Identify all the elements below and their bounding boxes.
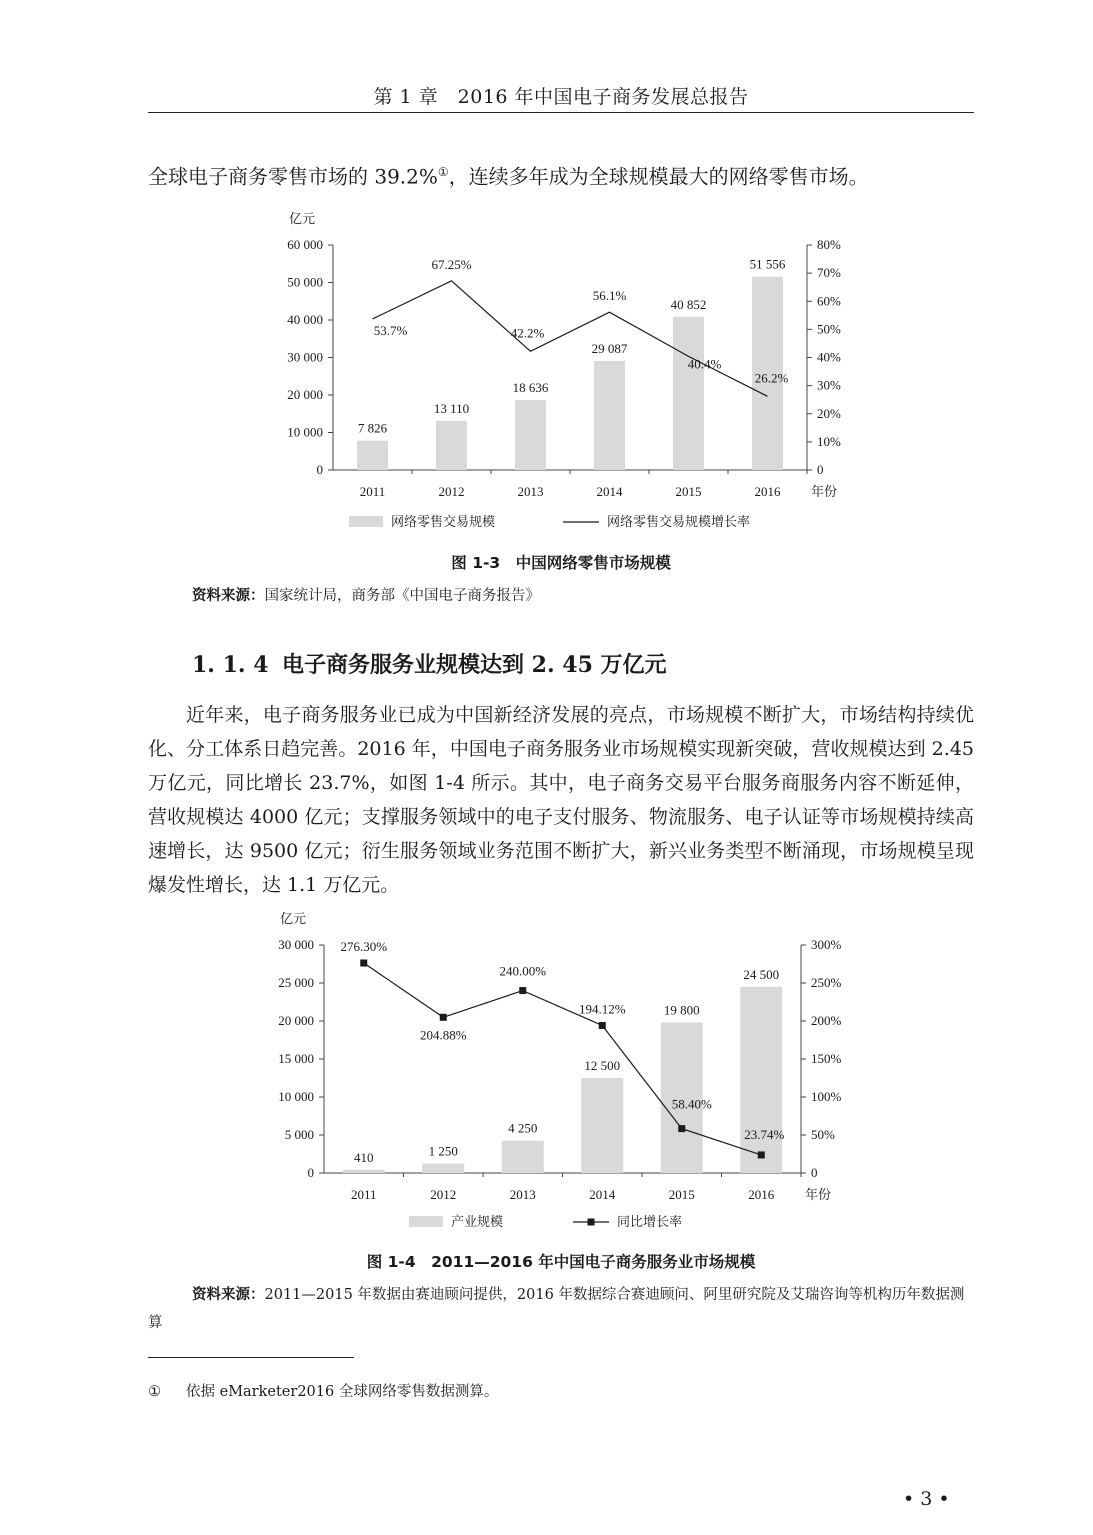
intro-text-after: ，连续多年成为全球规模最大的网络零售市场。 bbox=[448, 164, 869, 189]
x-tick-label: 2016 bbox=[748, 1187, 775, 1202]
section-heading bbox=[192, 648, 667, 679]
y-right-tick-label: 80% bbox=[817, 237, 841, 252]
y-left-tick-label: 5 000 bbox=[284, 1127, 314, 1142]
y-right-tick-label: 40% bbox=[817, 349, 841, 365]
line-value-label: 58.40% bbox=[671, 1096, 712, 1112]
figure-1-3-source bbox=[192, 583, 974, 609]
source-text: 2011—2015 年数据由赛迪顾问提供，2016 年数据综合赛迪顾问、阿里研究院及艾瑞咨询等机构历年数据测算 bbox=[148, 1287, 965, 1331]
retail-market-chart-svg bbox=[255, 200, 855, 540]
y-left-unit: 亿元 bbox=[289, 211, 316, 226]
figure-1-3-caption: 图 1-3 中国网络零售市场规模 bbox=[451, 554, 671, 572]
x-tick-label: 2012 bbox=[438, 484, 465, 499]
line-value-label: 26.2% bbox=[754, 370, 789, 386]
retail-market-chart bbox=[255, 200, 855, 540]
legend-line-label: 网络零售交易规模增长率 bbox=[607, 514, 751, 529]
bar-value-label: 1 250 bbox=[428, 1143, 458, 1159]
ecommerce-service-chart-svg bbox=[255, 905, 855, 1235]
section-title: 电子商务服务业规模达到 2. 45 万亿元 bbox=[282, 652, 667, 678]
y-right-tick-label: 60% bbox=[817, 293, 841, 309]
y-right-tick-label: 10% bbox=[817, 433, 841, 449]
y-left-tick-label: 40 000 bbox=[287, 312, 323, 327]
line-point bbox=[758, 1151, 765, 1158]
bar-value-label: 40 852 bbox=[670, 296, 707, 312]
bar-value-label: 13 110 bbox=[433, 400, 470, 416]
x-tick-label: 2013 bbox=[509, 1187, 536, 1202]
bar bbox=[343, 1170, 385, 1173]
bar bbox=[436, 421, 467, 470]
running-header: 第 1 章 2016 年中国电子商务发展总报告 bbox=[373, 86, 749, 108]
y-left-tick-label: 30 000 bbox=[287, 349, 323, 365]
bar-value-label: 19 800 bbox=[663, 1002, 700, 1018]
line-value-label: 40.4% bbox=[687, 356, 722, 372]
bar-value-label: 7 826 bbox=[357, 420, 388, 436]
x-tick-label: 2014 bbox=[596, 484, 623, 499]
y-left-tick-label: 25 000 bbox=[278, 975, 314, 990]
bar-value-label: 51 556 bbox=[749, 256, 786, 272]
y-left-tick-label: 60 000 bbox=[287, 237, 323, 252]
intro-text: 全球电子商务零售市场的 39.2% bbox=[148, 164, 438, 189]
footnote-ref[interactable]: ① bbox=[437, 165, 449, 179]
legend-bar-swatch bbox=[349, 516, 383, 527]
legend-line-label: 同比增长率 bbox=[617, 1214, 683, 1229]
bar-value-label: 410 bbox=[354, 1149, 374, 1165]
footnote-rule bbox=[148, 1357, 354, 1358]
bar bbox=[581, 1078, 623, 1173]
x-tick-label: 2015 bbox=[668, 1187, 695, 1202]
intro-line bbox=[148, 158, 974, 191]
body-paragraph: 近年来，电子商务服务业已成为中国新经济发展的亮点，市场规模不断扩大，市场结构持续优化、分工体系日趋完善。2016 年，中国电子商务服务业市场规模实现新突破，营收规模达到 2.45 万亿元，同比增长 23.7%，如图 1-4 所示。其中，电子商务交易平台服务商服务内容不断延伸，营收规模达 4000 亿元；支撑服务领域中的电子支付服务、物流服务、电子认证等市场规模持续高速增长，达 9500 亿元；衍生服务领域业务范围不断扩大，新兴业务类型不断涌现，市场规模呈现爆发性增长，达 1.1 万亿元。 bbox=[148, 704, 974, 896]
line-point bbox=[678, 1125, 685, 1132]
y-left-tick-label: 10 000 bbox=[287, 424, 323, 440]
y-right-tick-label: 0 bbox=[811, 1165, 818, 1180]
line-point bbox=[599, 1022, 606, 1029]
bar bbox=[422, 1164, 464, 1174]
line-value-label: 276.30% bbox=[340, 939, 388, 955]
legend-bar-label: 产业规模 bbox=[451, 1214, 504, 1229]
y-left-tick-label: 50 000 bbox=[287, 274, 323, 290]
page-number: • 3 • bbox=[903, 1488, 950, 1510]
bar-value-label: 24 500 bbox=[743, 966, 780, 982]
bar-value-label: 18 636 bbox=[512, 380, 549, 396]
line-value-label: 204.88% bbox=[419, 1027, 467, 1043]
header-rule bbox=[148, 112, 974, 113]
bar bbox=[740, 987, 785, 1173]
line-value-label: 56.1% bbox=[592, 288, 627, 304]
x-axis-unit: 年份 bbox=[805, 1187, 832, 1202]
footnote-text: 依据 eMarketer2016 全球网络零售数据测算。 bbox=[186, 1384, 499, 1400]
y-left-tick-label: 20 000 bbox=[278, 1013, 314, 1028]
line-point bbox=[440, 1014, 447, 1021]
y-left-tick-label: 0 bbox=[316, 462, 323, 477]
bar-value-label: 4 250 bbox=[508, 1120, 538, 1136]
x-tick-label: 2014 bbox=[589, 1187, 616, 1202]
y-left-tick-label: 30 000 bbox=[278, 937, 314, 952]
x-tick-label: 2015 bbox=[675, 484, 702, 499]
x-axis-unit: 年份 bbox=[811, 484, 838, 499]
growth-line bbox=[373, 281, 768, 396]
bar bbox=[357, 441, 388, 470]
footnote bbox=[148, 1380, 498, 1401]
x-tick-label: 2016 bbox=[754, 484, 781, 499]
source-label: 资料来源： bbox=[192, 1287, 265, 1303]
y-right-tick-label: 20% bbox=[817, 405, 841, 421]
line-point bbox=[519, 987, 526, 994]
line-value-label: 42.2% bbox=[510, 325, 545, 341]
legend-line-marker bbox=[588, 1219, 595, 1226]
x-tick-label: 2012 bbox=[430, 1187, 457, 1202]
line-value-label: 67.25% bbox=[431, 256, 472, 272]
y-right-tick-label: 70% bbox=[817, 265, 841, 281]
y-right-tick-label: 300% bbox=[811, 937, 842, 952]
legend-bar-swatch bbox=[409, 1216, 443, 1227]
line-value-label: 53.7% bbox=[373, 322, 408, 338]
y-right-tick-label: 0 bbox=[817, 462, 824, 477]
figure-1-4-caption: 图 1-4 2011—2016 年中国电子商务服务业市场规模 bbox=[366, 1253, 756, 1271]
y-left-tick-label: 20 000 bbox=[287, 387, 323, 402]
y-left-unit: 亿元 bbox=[280, 911, 307, 926]
x-tick-label: 2013 bbox=[517, 484, 544, 499]
source-label: 资料来源： bbox=[192, 588, 265, 604]
bar bbox=[594, 361, 625, 470]
footnote-marker: ① bbox=[148, 1384, 161, 1400]
x-tick-label: 2011 bbox=[359, 484, 386, 499]
bar-value-label: 29 087 bbox=[591, 340, 628, 356]
y-right-tick-label: 100% bbox=[811, 1089, 842, 1104]
y-right-tick-label: 50% bbox=[811, 1127, 835, 1142]
y-left-tick-label: 10 000 bbox=[278, 1089, 314, 1104]
figure-1-4-source bbox=[148, 1281, 974, 1337]
bar bbox=[515, 400, 546, 470]
bar-value-label: 12 500 bbox=[584, 1058, 621, 1073]
line-value-label: 23.74% bbox=[744, 1126, 785, 1142]
bar bbox=[502, 1141, 544, 1173]
section-number: 1. 1. 4 bbox=[192, 652, 269, 678]
y-right-tick-label: 150% bbox=[811, 1051, 842, 1066]
x-tick-label: 2011 bbox=[350, 1187, 377, 1202]
y-right-tick-label: 50% bbox=[817, 321, 841, 337]
source-text: 国家统计局，商务部《中国电子商务报告》 bbox=[264, 588, 540, 604]
ecommerce-service-chart bbox=[255, 905, 855, 1235]
y-right-tick-label: 30% bbox=[817, 377, 841, 393]
line-value-label: 194.12% bbox=[578, 1001, 626, 1017]
y-right-tick-label: 200% bbox=[811, 1013, 842, 1028]
y-right-tick-label: 250% bbox=[811, 975, 842, 990]
y-left-tick-label: 0 bbox=[307, 1165, 314, 1180]
line-point bbox=[360, 960, 367, 967]
bar bbox=[673, 317, 704, 470]
line-value-label: 240.00% bbox=[499, 963, 547, 979]
y-left-tick-label: 15 000 bbox=[278, 1051, 314, 1066]
legend-bar-label: 网络零售交易规模 bbox=[391, 514, 496, 529]
